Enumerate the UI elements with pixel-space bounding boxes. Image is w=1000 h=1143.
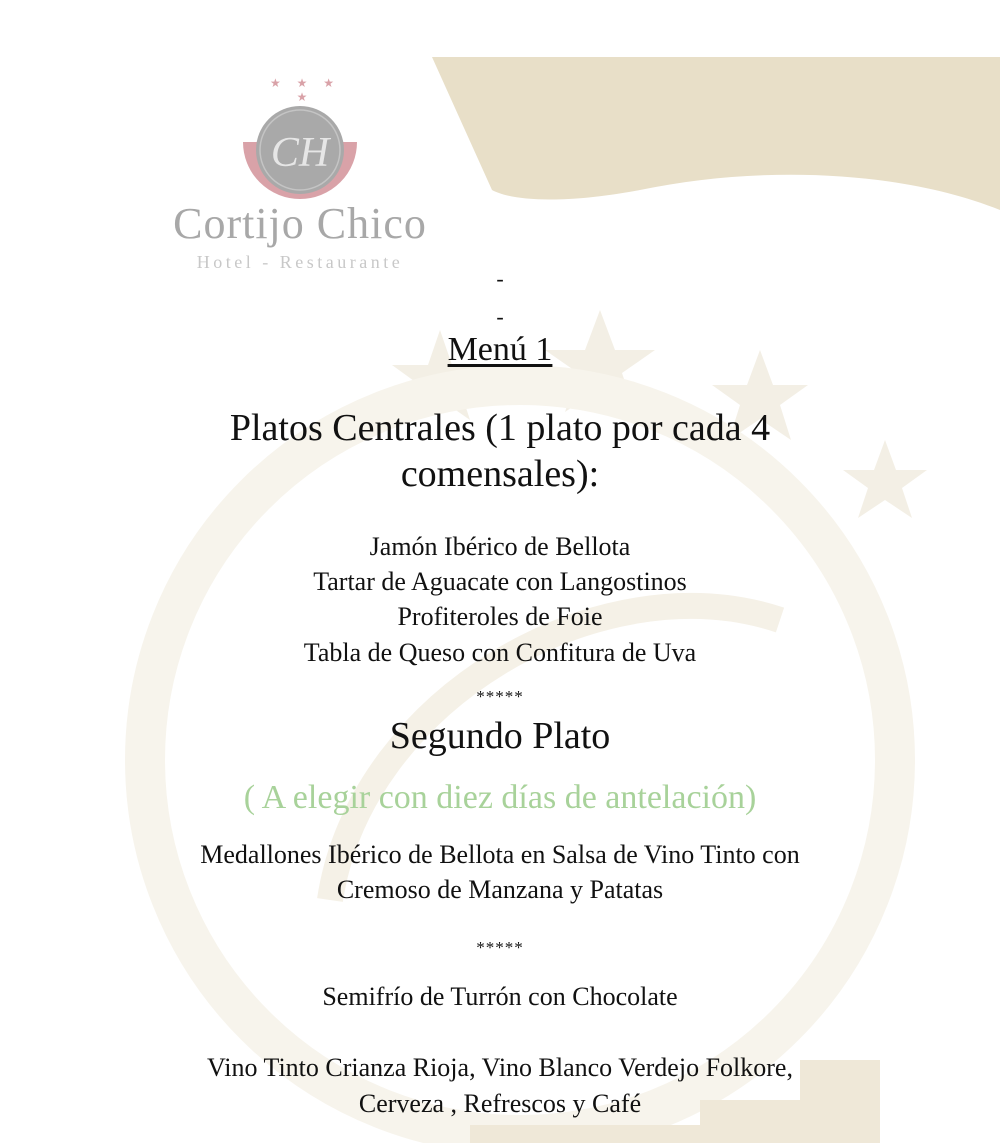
course-separator: ***** [476,938,524,957]
logo-subtitle: Hotel - Restaurante [196,252,404,272]
second-course-note: ( A elegir con diez días de antelación) [243,779,757,816]
central-dish-item: Tabla de Queso con Confitura de Uva [303,638,697,667]
watermark-ring [145,385,895,1135]
logo-emblem [238,90,362,214]
separator-dash: - [496,266,504,291]
central-dish-item: Tartar de Aguacate con Langostinos [313,567,687,596]
menu-title: Menú 1 [447,331,553,368]
drinks-line: Vino Tinto Crianza Rioja, Vino Blanco Verdejo Folkore, [207,1053,793,1082]
second-course-item: Medallones Ibérico de Bellota en Salsa de Vino Tinto con [200,840,800,869]
logo-name: Cortijo Chico [173,199,427,248]
central-dishes-heading: Platos Centrales (1 plato por cada 4 [229,407,771,449]
second-course-item: Cremoso de Manzana y Patatas [336,875,664,904]
drinks-line: Cerveza , Refrescos y Café [358,1089,642,1118]
beige-band [432,57,1000,210]
central-dish-item: Profiteroles de Foie [397,602,603,631]
hotel-logo [150,70,450,280]
second-course-heading: Segundo Plato [389,715,611,757]
central-dishes-heading-cont: comensales): [400,453,600,495]
central-dish-item: Jamón Ibérico de Bellota [369,532,631,561]
logo-monogram: CH [270,130,330,176]
dessert-item: Semifrío de Turrón con Chocolate [322,982,678,1011]
course-separator: ***** [476,687,524,706]
logo-stars: ★ ★ ★ ★ [270,76,340,104]
separator-dash: - [496,304,504,329]
